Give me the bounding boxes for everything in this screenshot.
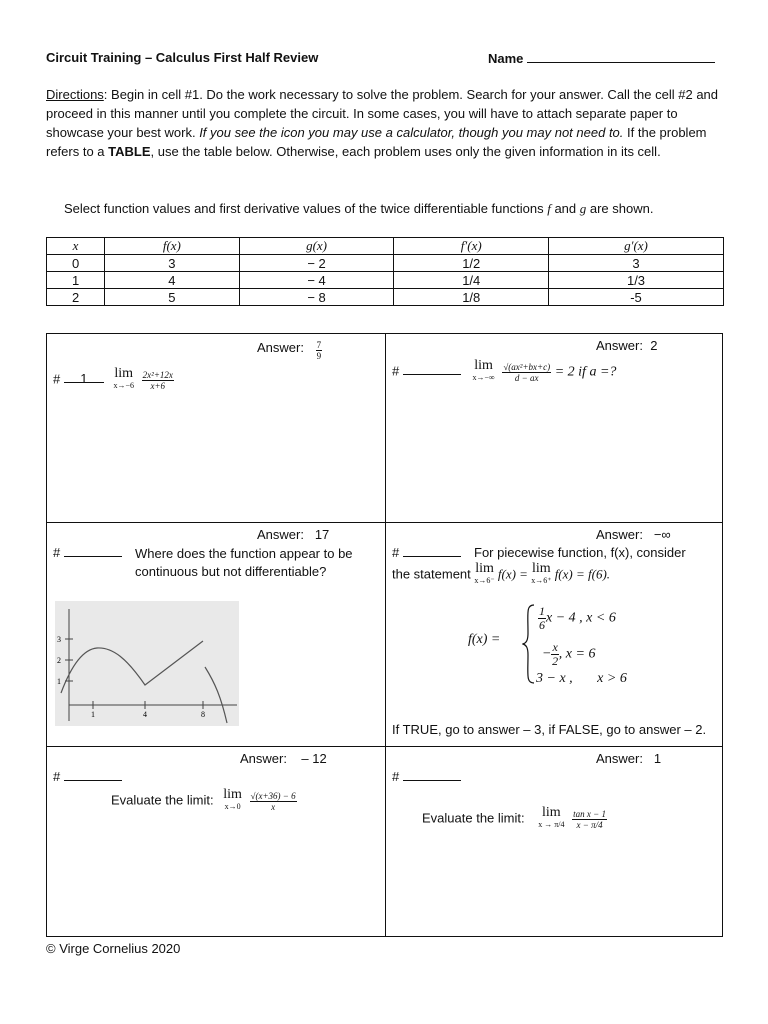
circuit-cell-3 [47,523,386,747]
cell-number-blank[interactable]: 1 [64,371,104,383]
directions-text-2: If the problem refers to a [46,125,707,159]
left-limit [474,563,494,587]
x-tick-label: 1 [91,710,95,719]
lim-sub: x→0 [224,802,241,811]
col-gx: g(x) [239,238,394,255]
hash-blank [392,769,461,784]
table-cell: 0 [47,255,105,272]
answer-label: Answer: [596,338,643,353]
table-intro [64,201,653,217]
numerator: √(x+36) − 6 [250,790,296,801]
table-cell: 1/8 [394,289,549,306]
denominator: x+6 [150,380,166,391]
table-row [47,272,724,289]
numerator: 1 [539,604,545,618]
limit-fraction [250,791,297,812]
name-label: Name [488,51,524,66]
minus: − [542,646,552,662]
y-tick-label: 3 [57,635,61,644]
piece-2 [542,641,595,668]
hash-blank [53,769,122,784]
table-cell: 1/4 [394,272,549,289]
hash: # [53,769,61,784]
problem [111,789,297,813]
denominator: 2 [552,654,559,668]
cell-number-blank[interactable] [403,363,461,375]
limit-fraction [142,370,174,391]
directions-label: Directions [46,87,104,102]
numerator: 2x²+12x [142,369,173,380]
answer-label: Answer: [596,527,643,542]
table-cell: − 4 [239,272,394,289]
brace-icon [522,603,536,685]
numerator: x [552,640,558,654]
directions-text: : Begin in cell #1. Do the work necessary to solve the problem. Search for your answer. Call the cell #2 and proceed in this manner until you complete the circuit. In some cases, you will have to attach separate paper to showcase your best work. [46,87,719,140]
name-field[interactable] [488,50,715,66]
answer-value: 17 [314,527,330,542]
denominator: x [271,801,276,812]
col-fx: f(x) [105,238,239,255]
g-symbol: g [579,201,587,216]
table-cell: 5 [105,289,239,306]
col-fpx: f′(x) [394,238,549,255]
answer-value: −∞ [653,527,671,542]
statement-mid: f(x) = [494,566,532,582]
answer-label: Answer: [596,751,643,766]
table-cell: 3 [549,255,724,272]
limit [113,368,134,392]
directions [46,85,726,161]
lim-sub: x → π/4 [538,820,565,829]
answer-label: Answer: [257,527,304,542]
lim-sub: x→6⁻ [474,576,495,585]
hash-blank [53,545,122,560]
x-tick-label: 4 [143,710,147,719]
answer-denominator: 9 [316,351,322,361]
lim-text: lim [475,561,494,576]
limit-fraction [572,809,607,830]
hash: # [53,545,61,560]
function-values-table [46,237,724,306]
table-header-row [47,238,724,255]
table-cell: 3 [105,255,239,272]
problem [422,807,607,831]
hash: # [392,769,400,784]
answer [257,340,322,361]
cell-number-blank[interactable] [403,545,461,557]
limit [538,807,564,831]
table-cell: -5 [549,289,724,306]
denominator: 6 [539,618,545,632]
lim-sub: x→6⁺ [531,576,552,585]
problem [392,360,616,384]
circuit-cell-6 [386,747,723,936]
directions-calculator-note: If you see the icon you may use a calculator, though you may not need to. [199,125,624,140]
hash: # [53,371,61,387]
table-intro-text: Select function values and first derivative values of the twice differentiable functions [64,201,548,216]
limit [223,789,242,813]
problem [53,368,174,392]
x-tick-label: 8 [201,710,205,719]
function-graph [55,601,239,726]
directions-table-word: TABLE [108,144,151,159]
graph-background [55,601,239,726]
answer-label: Answer: [240,751,287,766]
circuit-cell-1 [47,334,386,523]
table-cell: 1/2 [394,255,549,272]
piece-1-text: x − 4 , x < 6 [546,610,616,626]
lim-sub: x→−∞ [472,373,495,382]
answer [257,527,329,542]
table-row [47,289,724,306]
question-line-2 [392,563,610,587]
hash: # [392,545,400,560]
cell-number-blank[interactable] [64,769,122,781]
table-cell: − 2 [239,255,394,272]
table-cell: 1/3 [549,272,724,289]
denominator: x − π/4 [576,819,603,830]
col-x: x [47,238,105,255]
answer [240,751,327,766]
limit-fraction [502,362,551,383]
hash-blank [392,545,461,560]
lim-sub: x→−6 [113,381,134,390]
answer-value: 2 [650,338,658,353]
lim-text: lim [223,787,242,802]
prompt: Evaluate the limit: [111,792,214,808]
answer-value: – 12 [301,751,327,766]
piece-2-text: , x = 6 [558,646,596,662]
statement-label: the statement [392,566,471,582]
piece-2-fraction [551,641,558,668]
answer-value: 1 [653,751,662,766]
equation-tail: = 2 if a =? [554,364,617,380]
y-tick-label: 2 [57,656,61,665]
hash: # [392,363,400,379]
name-blank[interactable] [527,50,715,63]
numerator: tan x − 1 [573,808,606,819]
table-intro-end: are shown. [586,201,654,216]
answer [596,751,661,766]
lim-text: lim [114,366,134,381]
answer-label: Answer: [257,340,304,355]
y-tick-label: 1 [57,677,61,686]
cell-number-blank[interactable] [64,545,122,557]
circuit-cell-4 [386,523,723,747]
true-false-instruction: If TRUE, go to answer – 3, if FALSE, go to answer – 2. [392,722,707,737]
piece-1 [538,605,616,632]
numerator: √(ax²+bx+c) [503,361,551,372]
circuit-cell-5 [47,747,386,936]
lim-text: lim [542,805,561,820]
piece-3: 3 − x , x > 6 [536,671,627,686]
copyright: © Virge Cornelius 2020 [46,941,181,956]
cell-number-blank[interactable] [403,769,461,781]
circuit-cell-2 [386,334,723,523]
fx-label: f(x) = [468,632,501,647]
answer-fraction [316,340,323,361]
answer-numerator: 7 [316,340,322,350]
answer [596,527,671,542]
and-text: and [550,201,580,216]
table-cell: 4 [105,272,239,289]
piece-1-fraction [538,605,546,632]
table-cell: 1 [47,272,105,289]
question-line-1: For piecewise function, f(x), consider [474,545,686,560]
right-limit [531,563,551,587]
statement-end: f(x) = f(6). [551,566,611,582]
worksheet-title: Circuit Training – Calculus First Half Review [46,50,319,65]
prompt: Evaluate the limit: [422,810,525,826]
f-symbol: f [547,201,551,216]
question: Where does the function appear to be continuous but not differentiable? [135,546,353,579]
table-cell: − 8 [239,289,394,306]
table-row [47,255,724,272]
lim-text: lim [474,358,493,373]
limit [472,360,494,384]
circuit-grid [46,333,723,937]
col-gpx: g′(x) [549,238,724,255]
answer [596,338,657,353]
lim-text: lim [531,561,551,576]
table-cell: 2 [47,289,105,306]
directions-text-3: , use the table below. Otherwise, each problem uses only the given information in its cell. [150,144,661,159]
denominator: d − ax [514,372,539,383]
